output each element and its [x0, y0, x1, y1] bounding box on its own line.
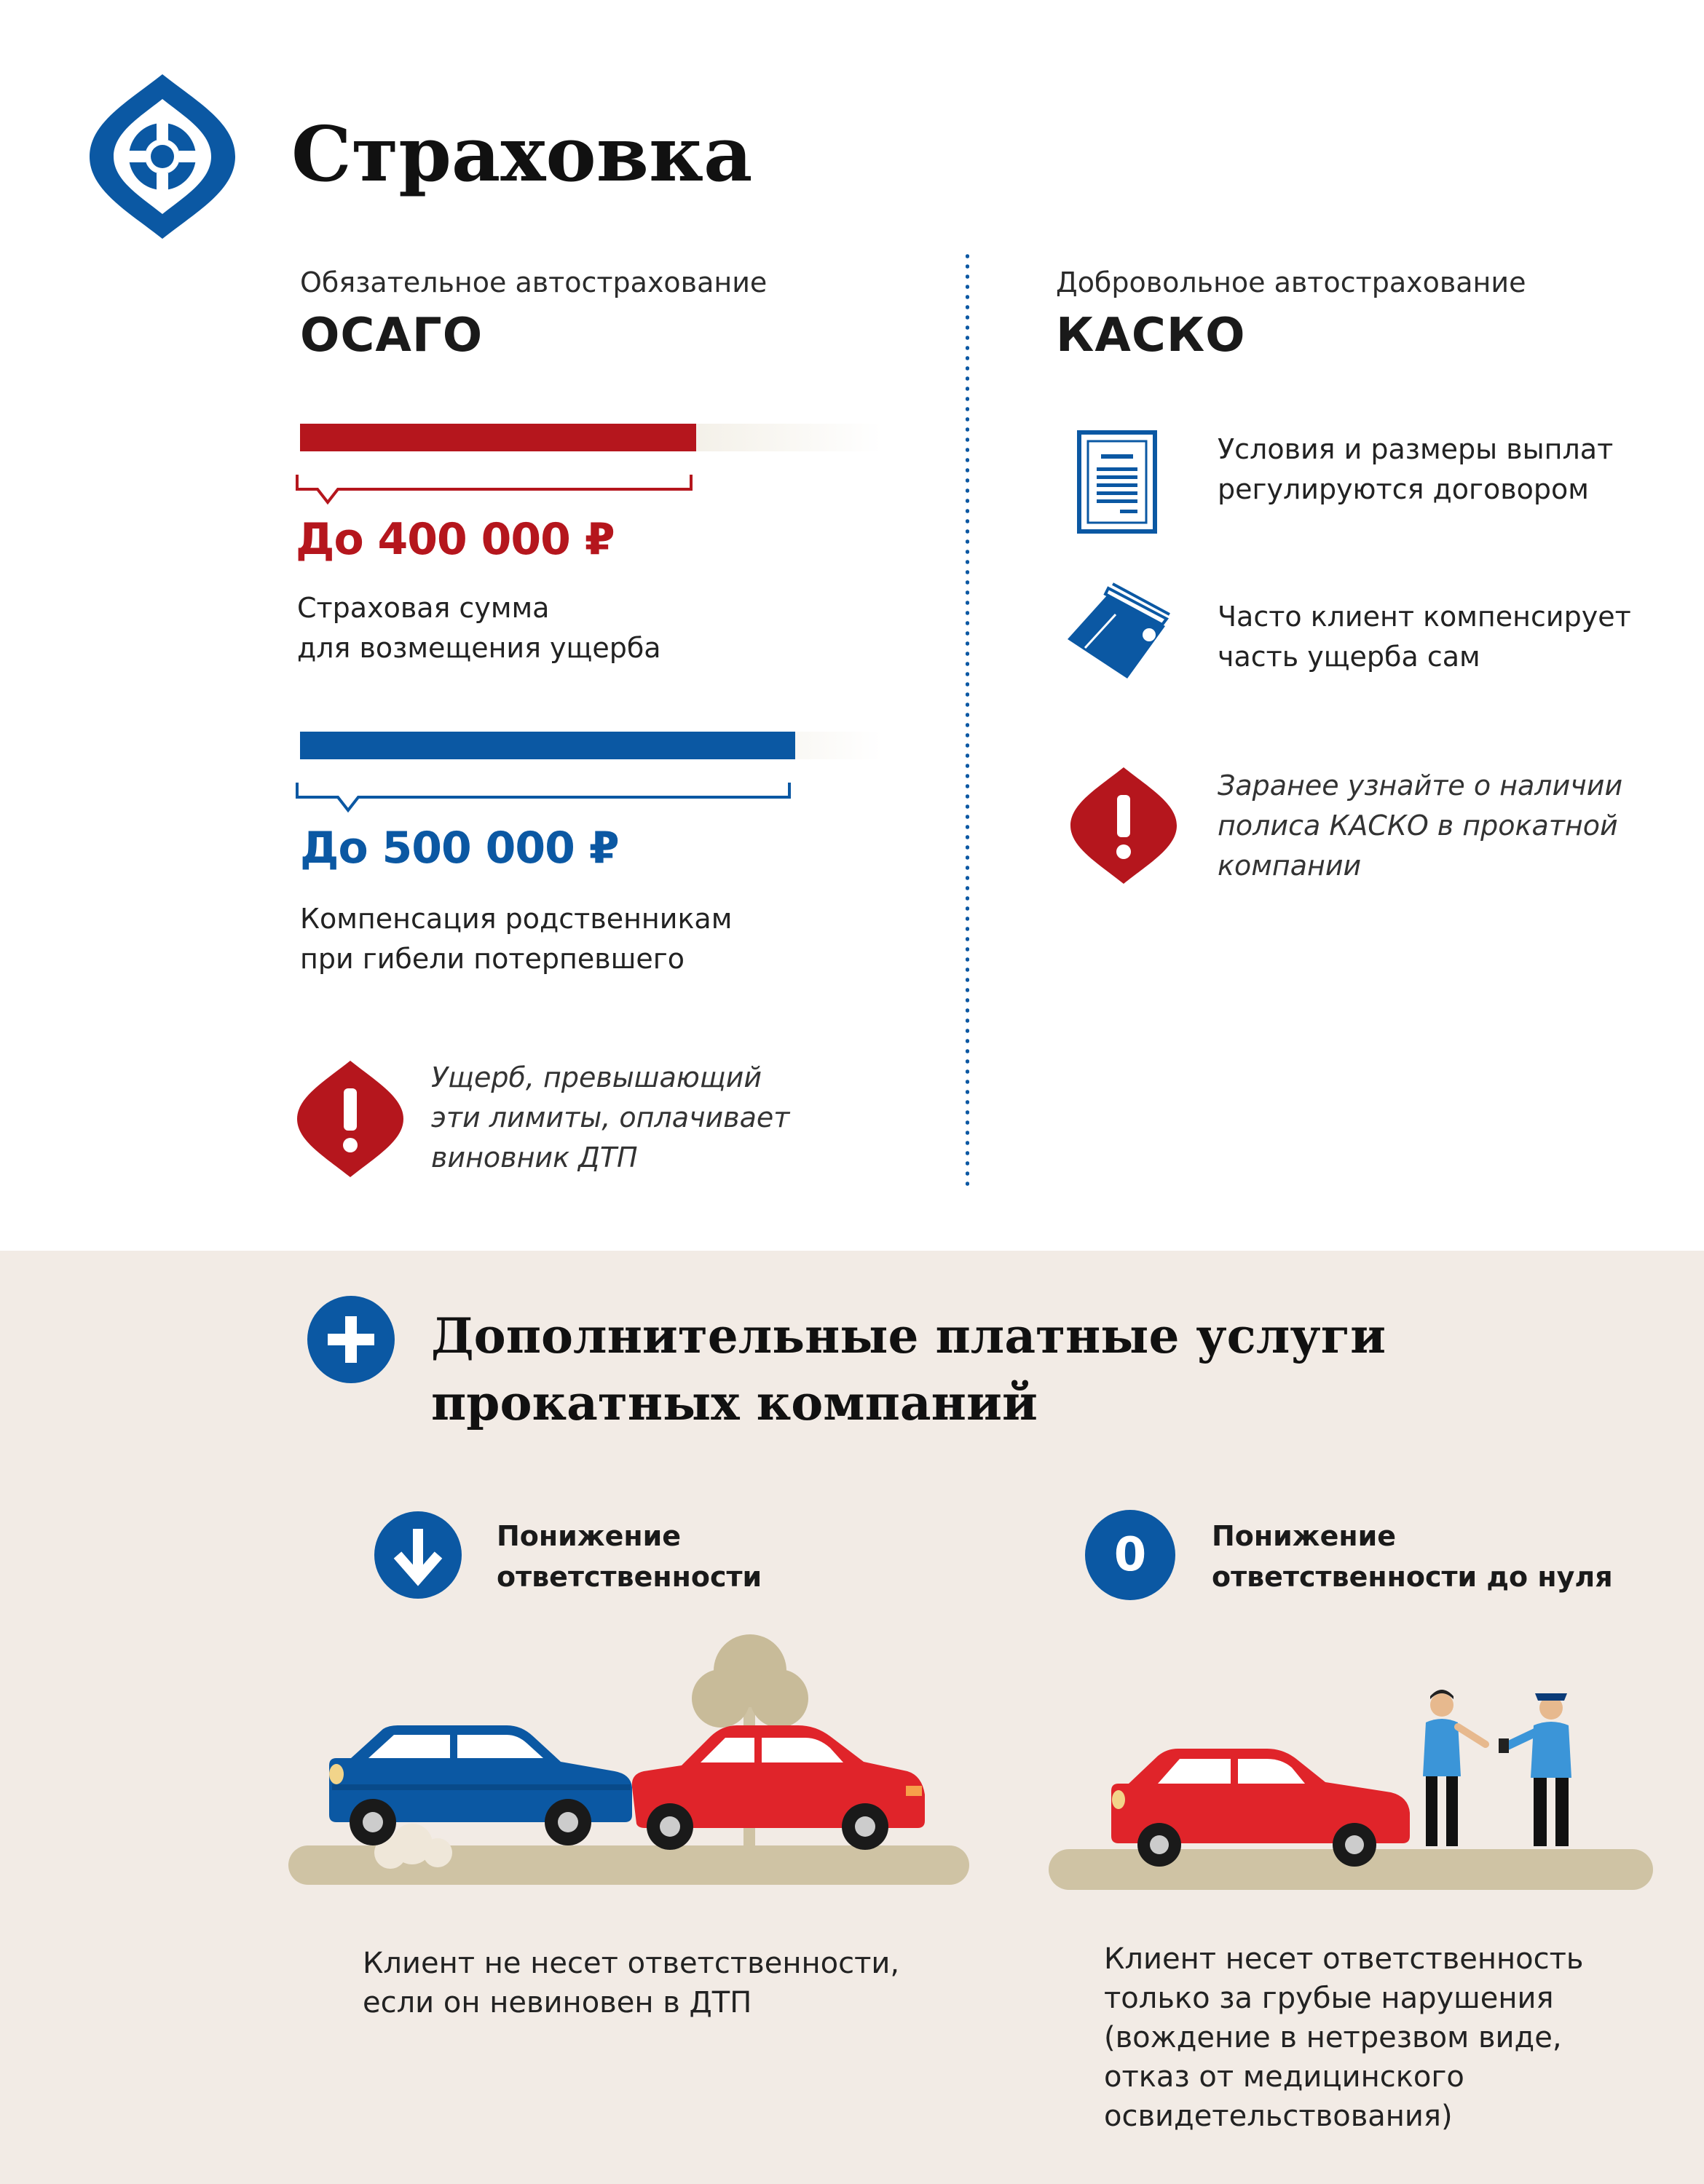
kasko-item-2-line-2: часть ущерба сам	[1218, 641, 1480, 673]
arrow-down-circle-icon	[373, 1510, 463, 1600]
death-desc-2: при гибели потерпевшего	[300, 943, 685, 975]
zero-desc-4: отказ от медицинского	[1104, 2060, 1464, 2094]
osago-subtitle: Обязательное автострахование	[300, 266, 768, 298]
kasko-item-1-line-2: регулируются договором	[1218, 473, 1589, 505]
zero-desc-2: только за грубые нарушения	[1104, 1982, 1554, 2015]
osago-warning-1: Ущерб, превышающий	[431, 1061, 762, 1093]
death-desc-1: Компенсация родственникам	[300, 903, 733, 935]
lifebuoy-shield-icon	[86, 71, 239, 242]
contract-document-icon	[1076, 430, 1158, 534]
property-bar-fill	[300, 424, 696, 451]
blue-car	[329, 1725, 632, 1845]
property-amount: До 400 000 ₽	[296, 514, 615, 565]
police-stop-illustration	[1049, 1682, 1660, 1893]
kasko-subtitle: Добровольное автострахование	[1056, 266, 1526, 298]
zero-title-2: ответственности до нуля	[1212, 1561, 1613, 1593]
column-divider	[966, 251, 969, 1187]
police-officer-figure	[1499, 1693, 1571, 1846]
car-crash-illustration	[288, 1613, 973, 1889]
osago-warning-2: эти лимиты, оплачивает	[431, 1101, 790, 1133]
property-bracket	[294, 473, 702, 510]
extras-title-2: прокатных компаний	[431, 1374, 1038, 1431]
reduced-desc-2: если он невиновен в ДТП	[363, 1986, 752, 2019]
kasko-warning-2: полиса КАСКО в прокатной	[1218, 810, 1618, 842]
kasko-item-1-line-1: Условия и размеры выплат	[1218, 433, 1614, 465]
kasko-warning-1: Заранее узнайте о наличии	[1218, 769, 1623, 802]
property-desc-2: для возмещения ущерба	[297, 632, 661, 664]
zero-circle-icon	[1085, 1510, 1175, 1600]
zero-title-1: Понижение	[1212, 1520, 1397, 1552]
property-desc-1: Страховая сумма	[297, 592, 550, 624]
exclamation-drop-icon	[1069, 766, 1178, 886]
zero-desc-3: (вождение в нетрезвом виде,	[1104, 2021, 1562, 2054]
zero-desc-1: Клиент несет ответственность	[1104, 1942, 1584, 1976]
kasko-name: КАСКО	[1056, 309, 1246, 363]
red-car	[632, 1725, 925, 1850]
kasko-warning-3: компании	[1218, 850, 1362, 882]
wallet-icon	[1063, 582, 1172, 692]
reduced-title-1: Понижение	[497, 1520, 682, 1552]
exclamation-drop-icon	[296, 1059, 405, 1179]
zero-icon-text: 0	[1113, 1528, 1147, 1582]
plus-circle-icon	[306, 1294, 396, 1385]
logo	[86, 71, 239, 242]
extras-title-1: Дополнительные платные услуги	[431, 1307, 1387, 1364]
driver-figure	[1423, 1690, 1486, 1846]
page-title: Страховка	[291, 109, 753, 199]
death-bar-track	[300, 732, 883, 759]
death-bar-fill	[300, 732, 795, 759]
osago-warning-3: виновник ДТП	[431, 1142, 638, 1174]
property-bar-track	[300, 424, 883, 451]
reduced-desc-1: Клиент не несет ответственности,	[363, 1947, 900, 1980]
reduced-title-2: ответственности	[497, 1561, 762, 1593]
death-bracket	[294, 781, 804, 818]
death-amount: До 500 000 ₽	[300, 823, 619, 874]
red-car	[1111, 1749, 1410, 1867]
kasko-item-2-line-1: Часто клиент компенсирует	[1218, 601, 1631, 633]
osago-name: ОСАГО	[300, 309, 484, 363]
zero-desc-5: освидетельствования)	[1104, 2100, 1453, 2133]
